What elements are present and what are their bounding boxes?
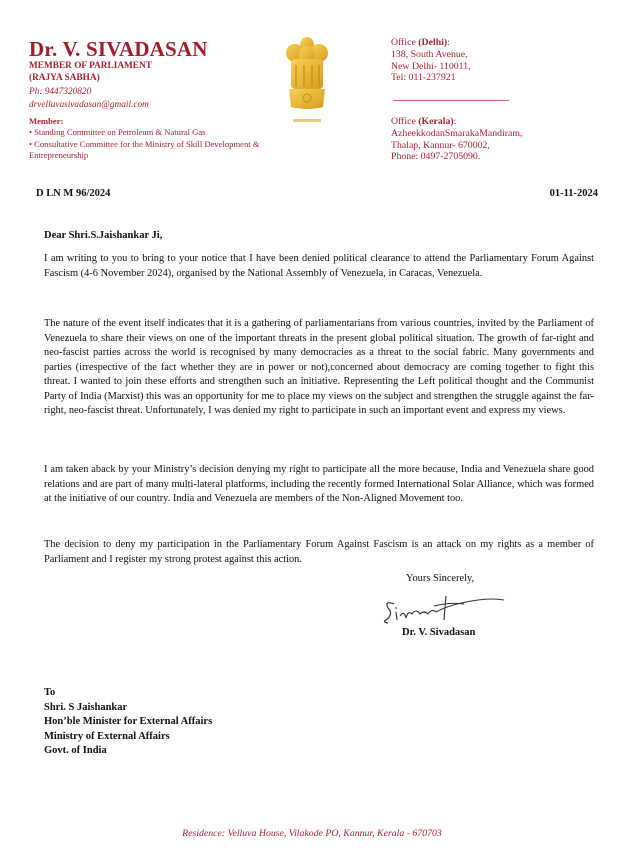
role-line-1: MEMBER OF PARLIAMENT: [29, 61, 152, 71]
office-city: (Kerala): [418, 116, 454, 127]
residence-footer: Residence: Velluva House, Vilakode PO, Kannur, Kerala - 670703: [182, 828, 442, 839]
office-phone: Phone: 0497-2705090.: [391, 151, 481, 163]
membership-item: • Consultative Committee for the Ministry of Skill Development & Entrepreneurship: [29, 138, 260, 161]
recipient-block: [44, 686, 212, 759]
membership-list: [29, 116, 269, 162]
phone-number: Ph: 9447320820: [29, 87, 92, 97]
office-address-line: New Delhi- 110011,: [391, 60, 471, 72]
letterhead-role: [29, 61, 152, 84]
office-address-line: 138, South Avenue,: [391, 48, 468, 60]
office-divider: [393, 100, 509, 101]
office-label: Office: [391, 37, 419, 48]
recipient-line: Shri. S Jaishankar: [44, 701, 128, 713]
letter-date: 01-11-2024: [549, 188, 598, 199]
office-kerala: [391, 116, 522, 163]
membership-item: • Standing Committee on Petroleum & Natural Gas: [29, 127, 206, 138]
signer-name: Dr. V. Sivadasan: [402, 627, 476, 638]
body-paragraph: The decision to deny my participation in the Parliamentary Forum Against Fascism is an attack on my rights as a member of Parliament and I register my strong protest against this action.: [44, 539, 594, 565]
body-paragraph: I am taken aback by your Ministry’s decision denying my right to participate all the more because, India and Venezuela share good relations and are part of many multi-lateral platforms, including the recently formed International Solar Alliance, which was formed at the initiative of our country. India and Venezuela are members of the Non-Aligned Movement too.: [44, 464, 594, 504]
office-colon: :: [453, 116, 457, 127]
recipient-line: Ministry of External Affairs: [44, 730, 170, 742]
office-address-line: AzheekkodanSmarakaMandiram,: [391, 127, 523, 139]
office-address-line: Thalap, Kannur- 670002,: [391, 139, 490, 151]
office-colon: :: [447, 37, 450, 48]
handwritten-signature-icon: [380, 590, 520, 626]
closing: Yours Sincerely,: [406, 573, 475, 584]
office-city: (Delhi): [418, 37, 448, 48]
recipient-line: To: [44, 687, 56, 698]
letterhead-contact: [29, 86, 149, 111]
office-phone: Tel: 011-237921: [391, 72, 456, 84]
body-paragraph: The nature of the event itself indicates that it is a gathering of parliamentarians from various countries, invited by the Parliament of Venezuela to share their views on one of the important threats in the present global political situation. The growth of far-right and neo-fascist parties across the world is recognised by many democracies as a threat to the social fabric. Many governments and parties (irrespective of the fact whether they are in power or not),concerned about democracy are coming together to fight this threat. I wanted to join these efforts and strengthen such an initiative. Representing the Left political thought and the Communist Party of India (Marxist) this was an opportunity for me to place my views on the subject and strengthen the struggle against the far-right, neo-fascist threat. Unfortunately, I was denied my right to participate in such an important event and express my views.: [44, 318, 594, 416]
letter-reference: D LN M 96/2024: [36, 188, 111, 199]
recipient-line: Govt. of India: [44, 745, 107, 756]
letterhead-name: Dr. V. SIVADASAN: [29, 37, 208, 61]
office-label: Office: [391, 116, 419, 127]
recipient-line: Hon’ble Minister for External Affairs: [44, 716, 213, 727]
salutation: Dear Shri.S.Jaishankar Ji,: [44, 230, 163, 241]
member-heading: Member:: [29, 116, 64, 126]
email-address: drvelluvasivadasan@gmail.com: [29, 99, 149, 110]
body-paragraph: I am writing to you to bring to your notice that I have been denied political clearance to attend the Parliamentary Forum Against Fascism (4-6 November 2024), organised by the National Assembly of Venezuela, in Caracas, Venezuela.: [44, 253, 594, 279]
role-line-2: (RAJYA SABHA): [29, 72, 100, 83]
office-delhi: [391, 37, 471, 84]
national-emblem-icon: [283, 33, 331, 127]
